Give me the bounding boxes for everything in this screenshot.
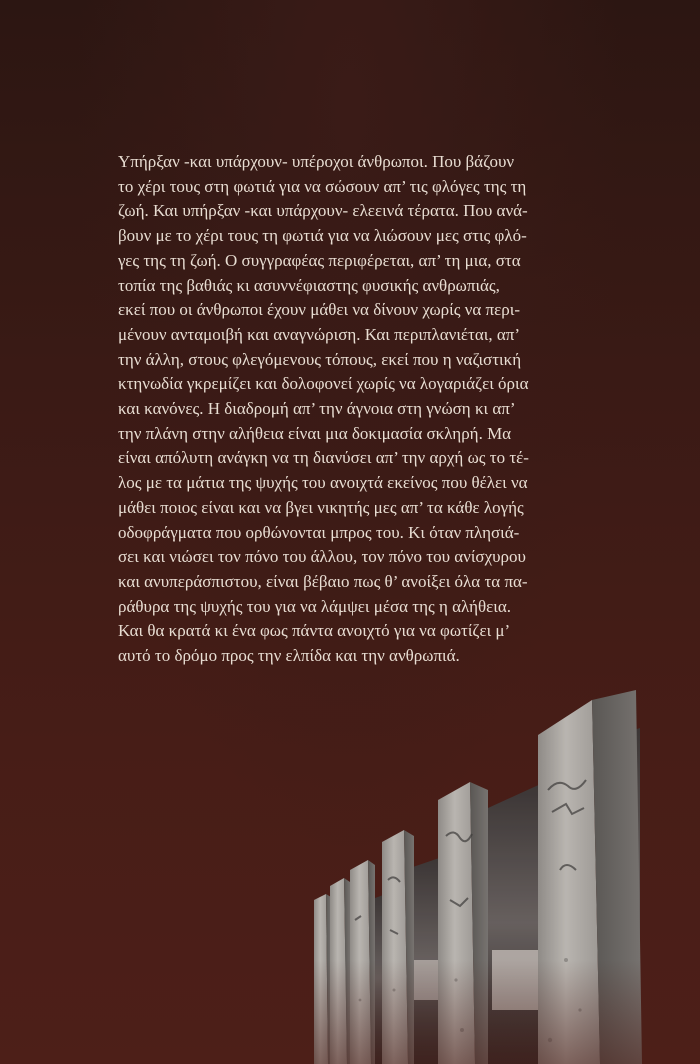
blurb-line: είναι απόλυτη ανάγκη να τη διανύσει απ’ την αρχή ως το τέ- xyxy=(118,448,529,468)
blurb-line: αυτό το δρόμο προς την ελπίδα και την ανθρωπιά. xyxy=(118,646,460,666)
blurb-line: τοπία της βαθιάς κι ασυννέφιαστης φυσικής ανθρωπιάς, xyxy=(118,275,500,295)
blurb-line: Υπήρξαν -και υπάρχουν- υπέροχοι άνθρωποι. Που βάζουν xyxy=(118,152,515,171)
slab-texture xyxy=(359,958,582,1042)
blurb-line: το χέρι τους στη φωτιά για να σώσουν απ’ τις φλόγες της τη xyxy=(118,176,527,196)
blurb-line: ζωή. Και υπήρξαν -και υπάρχουν- ελεεινά τέρατα. Που ανά- xyxy=(118,201,528,221)
blurb-line: κτηνωδία γκρεμίζει και δολοφονεί χωρίς να λογαριάζει όρια xyxy=(118,374,529,394)
blurb-line: Και θα κρατά κι ένα φως πάντα ανοιχτό για να φωτίζει μ’ xyxy=(118,621,511,641)
blurb-line: την άλλη, στους φλεγόμενους τόπους, εκεί που η ναζιστική xyxy=(118,349,522,369)
blurb-line: σει και νιώσει τον πόνο του άλλου, τον πόνο του ανίσχυρου xyxy=(118,547,526,567)
back-cover-blurb xyxy=(118,150,606,669)
blurb-line: και ανυπεράσπιστου, είναι βέβαιο πως θ’ ανοίξει όλα τα πα- xyxy=(118,571,528,591)
graffiti-marks xyxy=(355,780,586,934)
wall-slabs xyxy=(314,690,642,1064)
blurb-line: γες της τη ζωή. Ο συγγραφέας περιφέρεται, απ’ τη μια, στα xyxy=(118,250,521,270)
blurb-line: και κανόνες. Η διαδρομή απ’ την άγνοια στη γνώση κι απ’ xyxy=(118,399,516,419)
blurb-line: μάθει ποιος είναι και να βγει νικητής μες απ’ τα κάθε λογής xyxy=(118,497,524,517)
blurb-line: μένουν ανταμοιβή και αναγνώριση. Και περιπλανιέται, απ’ xyxy=(118,324,520,344)
blurb-line: την πλάνη στην αλήθεια είναι μια δοκιμασία σκληρή. Μα xyxy=(118,423,512,443)
blurb-line: βουν με το χέρι τους τη φωτιά για να λιώσουν μες στις φλό- xyxy=(118,226,527,246)
blurb-line: οδοφράγματα που ορθώνονται μπρος του. Κι όταν πλησιά- xyxy=(118,522,520,542)
blurb-line: εκεί που οι άνθρωποι έχουν μάθει να δίνουν χωρίς να περι- xyxy=(118,300,520,320)
blurb-line: λος με τα μάτια της ψυχής του ανοιχτά εκείνος που θέλει να xyxy=(118,473,528,493)
blurb-line: ράθυρα της ψυχής του για να λάμψει μέσα της η αλήθεια. xyxy=(118,596,512,616)
info-panels xyxy=(345,728,640,1064)
